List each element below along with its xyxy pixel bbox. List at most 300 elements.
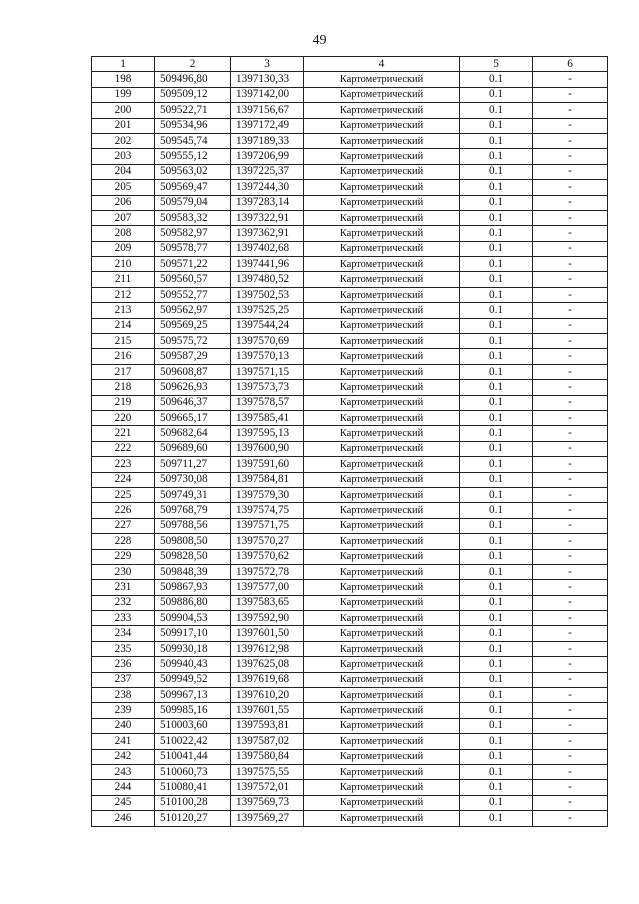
x-coordinate-cell: 509583,32 <box>155 210 231 225</box>
y-coordinate-cell: 1397570,69 <box>231 334 304 349</box>
accuracy-cell: 0.1 <box>460 210 533 225</box>
description-cell: - <box>533 457 608 472</box>
description-cell: - <box>533 518 608 533</box>
point-number-cell: 235 <box>92 641 155 656</box>
description-cell: - <box>533 657 608 672</box>
coordinates-table <box>91 56 608 827</box>
accuracy-cell: 0.1 <box>460 87 533 102</box>
x-coordinate-cell: 509545,74 <box>155 133 231 148</box>
accuracy-cell: 0.1 <box>460 257 533 272</box>
table-row <box>92 318 608 333</box>
point-number-cell: 213 <box>92 303 155 318</box>
table-row <box>92 580 608 595</box>
y-coordinate-cell: 1397619,68 <box>231 672 304 687</box>
point-number-cell: 204 <box>92 164 155 179</box>
description-cell: - <box>533 764 608 779</box>
description-cell: - <box>533 688 608 703</box>
method-cell: Картометрический <box>304 334 460 349</box>
x-coordinate-cell: 509749,31 <box>155 487 231 502</box>
x-coordinate-cell: 509730,08 <box>155 472 231 487</box>
point-number-cell: 202 <box>92 133 155 148</box>
method-cell: Картометрический <box>304 87 460 102</box>
point-number-cell: 246 <box>92 811 155 826</box>
table-row <box>92 503 608 518</box>
point-number-cell: 222 <box>92 441 155 456</box>
table-row <box>92 287 608 302</box>
point-number-cell: 219 <box>92 395 155 410</box>
point-number-cell: 217 <box>92 364 155 379</box>
point-number-cell: 211 <box>92 272 155 287</box>
point-number-cell: 239 <box>92 703 155 718</box>
description-cell: - <box>533 472 608 487</box>
x-coordinate-cell: 509582,97 <box>155 226 231 241</box>
point-number-cell: 203 <box>92 149 155 164</box>
table-header <box>92 57 608 72</box>
method-cell: Картометрический <box>304 549 460 564</box>
table-row <box>92 87 608 102</box>
point-number-cell: 220 <box>92 410 155 425</box>
table-row <box>92 703 608 718</box>
accuracy-cell: 0.1 <box>460 441 533 456</box>
table-row <box>92 749 608 764</box>
y-coordinate-cell: 1397601,55 <box>231 703 304 718</box>
y-coordinate-cell: 1397625,08 <box>231 657 304 672</box>
method-cell: Картометрический <box>304 226 460 241</box>
x-coordinate-cell: 509788,56 <box>155 518 231 533</box>
y-coordinate-cell: 1397585,41 <box>231 410 304 425</box>
y-coordinate-cell: 1397189,33 <box>231 133 304 148</box>
point-number-cell: 240 <box>92 718 155 733</box>
table-row <box>92 626 608 641</box>
y-coordinate-cell: 1397544,24 <box>231 318 304 333</box>
method-cell: Картометрический <box>304 318 460 333</box>
x-coordinate-cell: 509608,87 <box>155 364 231 379</box>
description-cell: - <box>533 149 608 164</box>
description-cell: - <box>533 811 608 826</box>
point-number-cell: 244 <box>92 780 155 795</box>
point-number-cell: 226 <box>92 503 155 518</box>
header-cell-2: 2 <box>155 57 231 72</box>
x-coordinate-cell: 509967,13 <box>155 688 231 703</box>
accuracy-cell: 0.1 <box>460 334 533 349</box>
point-number-cell: 218 <box>92 380 155 395</box>
y-coordinate-cell: 1397225,37 <box>231 164 304 179</box>
description-cell: - <box>533 611 608 626</box>
x-coordinate-cell: 509534,96 <box>155 118 231 133</box>
point-number-cell: 206 <box>92 195 155 210</box>
table-row <box>92 472 608 487</box>
description-cell: - <box>533 241 608 256</box>
method-cell: Картометрический <box>304 718 460 733</box>
table-row <box>92 780 608 795</box>
x-coordinate-cell: 509711,27 <box>155 457 231 472</box>
point-number-cell: 242 <box>92 749 155 764</box>
table-row <box>92 149 608 164</box>
y-coordinate-cell: 1397172,49 <box>231 118 304 133</box>
method-cell: Картометрический <box>304 210 460 225</box>
method-cell: Картометрический <box>304 164 460 179</box>
point-number-cell: 230 <box>92 564 155 579</box>
x-coordinate-cell: 509575,72 <box>155 334 231 349</box>
x-coordinate-cell: 510003,60 <box>155 718 231 733</box>
point-number-cell: 214 <box>92 318 155 333</box>
method-cell: Картометрический <box>304 103 460 118</box>
x-coordinate-cell: 509578,77 <box>155 241 231 256</box>
description-cell: - <box>533 87 608 102</box>
x-coordinate-cell: 509522,71 <box>155 103 231 118</box>
header-cell-1: 1 <box>92 57 155 72</box>
x-coordinate-cell: 509646,37 <box>155 395 231 410</box>
y-coordinate-cell: 1397402,68 <box>231 241 304 256</box>
point-number-cell: 243 <box>92 764 155 779</box>
x-coordinate-cell: 509555,12 <box>155 149 231 164</box>
accuracy-cell: 0.1 <box>460 303 533 318</box>
y-coordinate-cell: 1397525,25 <box>231 303 304 318</box>
method-cell: Картометрический <box>304 703 460 718</box>
y-coordinate-cell: 1397569,27 <box>231 811 304 826</box>
accuracy-cell: 0.1 <box>460 457 533 472</box>
y-coordinate-cell: 1397600,90 <box>231 441 304 456</box>
method-cell: Картометрический <box>304 441 460 456</box>
x-coordinate-cell: 509509,12 <box>155 87 231 102</box>
y-coordinate-cell: 1397591,60 <box>231 457 304 472</box>
x-coordinate-cell: 509985,16 <box>155 703 231 718</box>
description-cell: - <box>533 287 608 302</box>
y-coordinate-cell: 1397130,33 <box>231 72 304 87</box>
accuracy-cell: 0.1 <box>460 564 533 579</box>
table-row <box>92 133 608 148</box>
x-coordinate-cell: 509563,02 <box>155 164 231 179</box>
description-cell: - <box>533 749 608 764</box>
description-cell: - <box>533 364 608 379</box>
table-row <box>92 349 608 364</box>
method-cell: Картометрический <box>304 611 460 626</box>
table-row <box>92 103 608 118</box>
accuracy-cell: 0.1 <box>460 241 533 256</box>
table-row <box>92 441 608 456</box>
accuracy-cell: 0.1 <box>460 611 533 626</box>
x-coordinate-cell: 509848,39 <box>155 564 231 579</box>
point-number-cell: 232 <box>92 595 155 610</box>
accuracy-cell: 0.1 <box>460 626 533 641</box>
method-cell: Картометрический <box>304 241 460 256</box>
table-row <box>92 272 608 287</box>
method-cell: Картометрический <box>304 626 460 641</box>
accuracy-cell: 0.1 <box>460 272 533 287</box>
accuracy-cell: 0.1 <box>460 534 533 549</box>
method-cell: Картометрический <box>304 349 460 364</box>
accuracy-cell: 0.1 <box>460 287 533 302</box>
table-row <box>92 426 608 441</box>
x-coordinate-cell: 509930,18 <box>155 641 231 656</box>
y-coordinate-cell: 1397569,73 <box>231 795 304 810</box>
description-cell: - <box>533 380 608 395</box>
y-coordinate-cell: 1397570,13 <box>231 349 304 364</box>
description-cell: - <box>533 780 608 795</box>
x-coordinate-cell: 510022,42 <box>155 734 231 749</box>
point-number-cell: 199 <box>92 87 155 102</box>
y-coordinate-cell: 1397441,96 <box>231 257 304 272</box>
description-cell: - <box>533 580 608 595</box>
x-coordinate-cell: 509626,93 <box>155 380 231 395</box>
x-coordinate-cell: 509940,43 <box>155 657 231 672</box>
point-number-cell: 229 <box>92 549 155 564</box>
accuracy-cell: 0.1 <box>460 487 533 502</box>
x-coordinate-cell: 509808,50 <box>155 534 231 549</box>
accuracy-cell: 0.1 <box>460 580 533 595</box>
page-number: 49 <box>312 33 327 48</box>
x-coordinate-cell: 509587,29 <box>155 349 231 364</box>
description-cell: - <box>533 272 608 287</box>
description-cell: - <box>533 441 608 456</box>
method-cell: Картометрический <box>304 734 460 749</box>
point-number-cell: 212 <box>92 287 155 302</box>
accuracy-cell: 0.1 <box>460 180 533 195</box>
method-cell: Картометрический <box>304 595 460 610</box>
accuracy-cell: 0.1 <box>460 549 533 564</box>
method-cell: Картометрический <box>304 395 460 410</box>
method-cell: Картометрический <box>304 364 460 379</box>
x-coordinate-cell: 509904,53 <box>155 611 231 626</box>
method-cell: Картометрический <box>304 149 460 164</box>
description-cell: - <box>533 349 608 364</box>
y-coordinate-cell: 1397593,81 <box>231 718 304 733</box>
accuracy-cell: 0.1 <box>460 349 533 364</box>
y-coordinate-cell: 1397577,00 <box>231 580 304 595</box>
accuracy-cell: 0.1 <box>460 226 533 241</box>
y-coordinate-cell: 1397480,52 <box>231 272 304 287</box>
y-coordinate-cell: 1397206,99 <box>231 149 304 164</box>
table-row <box>92 210 608 225</box>
y-coordinate-cell: 1397156,67 <box>231 103 304 118</box>
x-coordinate-cell: 509768,79 <box>155 503 231 518</box>
header-cell-6: 6 <box>533 57 608 72</box>
table-row <box>92 688 608 703</box>
table-row <box>92 795 608 810</box>
accuracy-cell: 0.1 <box>460 72 533 87</box>
accuracy-cell: 0.1 <box>460 688 533 703</box>
point-number-cell: 221 <box>92 426 155 441</box>
y-coordinate-cell: 1397283,14 <box>231 195 304 210</box>
y-coordinate-cell: 1397601,50 <box>231 626 304 641</box>
header-cell-4: 4 <box>304 57 460 72</box>
point-number-cell: 207 <box>92 210 155 225</box>
table-row <box>92 811 608 826</box>
x-coordinate-cell: 510120,27 <box>155 811 231 826</box>
x-coordinate-cell: 510080,41 <box>155 780 231 795</box>
table-row <box>92 518 608 533</box>
description-cell: - <box>533 795 608 810</box>
method-cell: Картометрический <box>304 780 460 795</box>
accuracy-cell: 0.1 <box>460 133 533 148</box>
x-coordinate-cell: 510100,28 <box>155 795 231 810</box>
y-coordinate-cell: 1397572,78 <box>231 564 304 579</box>
y-coordinate-cell: 1397580,84 <box>231 749 304 764</box>
y-coordinate-cell: 1397571,75 <box>231 518 304 533</box>
y-coordinate-cell: 1397570,27 <box>231 534 304 549</box>
table-row <box>92 657 608 672</box>
x-coordinate-cell: 509560,57 <box>155 272 231 287</box>
point-number-cell: 210 <box>92 257 155 272</box>
description-cell: - <box>533 226 608 241</box>
method-cell: Картометрический <box>304 72 460 87</box>
table-row <box>92 457 608 472</box>
method-cell: Картометрический <box>304 487 460 502</box>
method-cell: Картометрический <box>304 272 460 287</box>
point-number-cell: 224 <box>92 472 155 487</box>
table-row <box>92 487 608 502</box>
y-coordinate-cell: 1397572,01 <box>231 780 304 795</box>
description-cell: - <box>533 257 608 272</box>
y-coordinate-cell: 1397574,75 <box>231 503 304 518</box>
accuracy-cell: 0.1 <box>460 380 533 395</box>
method-cell: Картометрический <box>304 749 460 764</box>
description-cell: - <box>533 164 608 179</box>
accuracy-cell: 0.1 <box>460 672 533 687</box>
x-coordinate-cell: 509571,22 <box>155 257 231 272</box>
table-row <box>92 164 608 179</box>
x-coordinate-cell: 509562,97 <box>155 303 231 318</box>
point-number-cell: 198 <box>92 72 155 87</box>
point-number-cell: 208 <box>92 226 155 241</box>
description-cell: - <box>533 503 608 518</box>
table-row <box>92 226 608 241</box>
y-coordinate-cell: 1397142,00 <box>231 87 304 102</box>
table-row <box>92 195 608 210</box>
y-coordinate-cell: 1397362,91 <box>231 226 304 241</box>
description-cell: - <box>533 595 608 610</box>
method-cell: Картометрический <box>304 688 460 703</box>
method-cell: Картометрический <box>304 410 460 425</box>
table-row <box>92 734 608 749</box>
method-cell: Картометрический <box>304 257 460 272</box>
method-cell: Картометрический <box>304 303 460 318</box>
point-number-cell: 228 <box>92 534 155 549</box>
description-cell: - <box>533 672 608 687</box>
x-coordinate-cell: 509682,64 <box>155 426 231 441</box>
table-row <box>92 410 608 425</box>
description-cell: - <box>533 210 608 225</box>
table-row <box>92 764 608 779</box>
description-cell: - <box>533 103 608 118</box>
table-row <box>92 334 608 349</box>
method-cell: Картометрический <box>304 118 460 133</box>
table-row <box>92 611 608 626</box>
accuracy-cell: 0.1 <box>460 749 533 764</box>
table-row <box>92 534 608 549</box>
table-row <box>92 564 608 579</box>
accuracy-cell: 0.1 <box>460 595 533 610</box>
accuracy-cell: 0.1 <box>460 426 533 441</box>
accuracy-cell: 0.1 <box>460 734 533 749</box>
method-cell: Картометрический <box>304 472 460 487</box>
y-coordinate-cell: 1397612,98 <box>231 641 304 656</box>
table-row <box>92 380 608 395</box>
y-coordinate-cell: 1397579,30 <box>231 487 304 502</box>
description-cell: - <box>533 534 608 549</box>
accuracy-cell: 0.1 <box>460 364 533 379</box>
method-cell: Картометрический <box>304 133 460 148</box>
x-coordinate-cell: 509665,17 <box>155 410 231 425</box>
point-number-cell: 231 <box>92 580 155 595</box>
y-coordinate-cell: 1397244,30 <box>231 180 304 195</box>
point-number-cell: 241 <box>92 734 155 749</box>
accuracy-cell: 0.1 <box>460 318 533 333</box>
table-row <box>92 672 608 687</box>
x-coordinate-cell: 509569,47 <box>155 180 231 195</box>
description-cell: - <box>533 426 608 441</box>
accuracy-cell: 0.1 <box>460 703 533 718</box>
description-cell: - <box>533 641 608 656</box>
accuracy-cell: 0.1 <box>460 795 533 810</box>
x-coordinate-cell: 509496,80 <box>155 72 231 87</box>
description-cell: - <box>533 118 608 133</box>
method-cell: Картометрический <box>304 564 460 579</box>
description-cell: - <box>533 318 608 333</box>
method-cell: Картометрический <box>304 580 460 595</box>
point-number-cell: 201 <box>92 118 155 133</box>
accuracy-cell: 0.1 <box>460 718 533 733</box>
point-number-cell: 216 <box>92 349 155 364</box>
y-coordinate-cell: 1397573,73 <box>231 380 304 395</box>
point-number-cell: 215 <box>92 334 155 349</box>
accuracy-cell: 0.1 <box>460 164 533 179</box>
table-row <box>92 718 608 733</box>
y-coordinate-cell: 1397610,20 <box>231 688 304 703</box>
y-coordinate-cell: 1397584,81 <box>231 472 304 487</box>
point-number-cell: 209 <box>92 241 155 256</box>
accuracy-cell: 0.1 <box>460 410 533 425</box>
y-coordinate-cell: 1397583,65 <box>231 595 304 610</box>
description-cell: - <box>533 487 608 502</box>
accuracy-cell: 0.1 <box>460 118 533 133</box>
accuracy-cell: 0.1 <box>460 811 533 826</box>
description-cell: - <box>533 334 608 349</box>
accuracy-cell: 0.1 <box>460 395 533 410</box>
method-cell: Картометрический <box>304 764 460 779</box>
point-number-cell: 225 <box>92 487 155 502</box>
y-coordinate-cell: 1397587,02 <box>231 734 304 749</box>
accuracy-cell: 0.1 <box>460 657 533 672</box>
table-body <box>92 72 608 826</box>
method-cell: Картометрический <box>304 380 460 395</box>
y-coordinate-cell: 1397571,15 <box>231 364 304 379</box>
x-coordinate-cell: 509886,80 <box>155 595 231 610</box>
method-cell: Картометрический <box>304 426 460 441</box>
method-cell: Картометрический <box>304 287 460 302</box>
x-coordinate-cell: 509552,77 <box>155 287 231 302</box>
table-row <box>92 364 608 379</box>
table-row <box>92 72 608 87</box>
method-cell: Картометрический <box>304 534 460 549</box>
header-cell-5: 5 <box>460 57 533 72</box>
description-cell: - <box>533 72 608 87</box>
x-coordinate-cell: 510060,73 <box>155 764 231 779</box>
point-number-cell: 234 <box>92 626 155 641</box>
x-coordinate-cell: 509569,25 <box>155 318 231 333</box>
x-coordinate-cell: 509917,10 <box>155 626 231 641</box>
table-row <box>92 180 608 195</box>
accuracy-cell: 0.1 <box>460 764 533 779</box>
x-coordinate-cell: 509689,60 <box>155 441 231 456</box>
point-number-cell: 227 <box>92 518 155 533</box>
method-cell: Картометрический <box>304 518 460 533</box>
method-cell: Картометрический <box>304 672 460 687</box>
method-cell: Картометрический <box>304 195 460 210</box>
header-row <box>92 57 608 72</box>
method-cell: Картометрический <box>304 641 460 656</box>
point-number-cell: 205 <box>92 180 155 195</box>
